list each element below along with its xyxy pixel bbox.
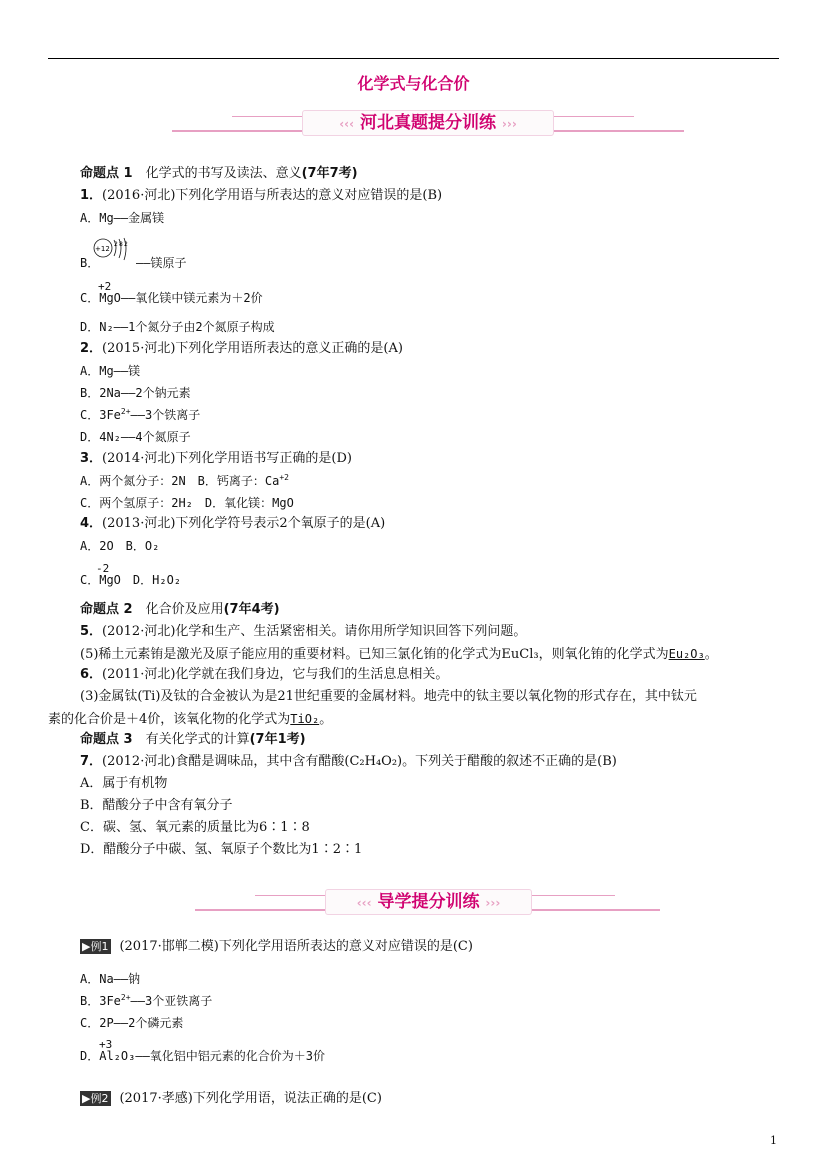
q7-option-a: A．属于有机物 xyxy=(80,776,168,791)
question-3: 3．(2014·河北)下列化学用语书写正确的是(D) xyxy=(80,451,352,466)
ex1-option-d-valence: +3 xyxy=(99,1038,113,1051)
q3-options-cd: C．两个氢原子：2H₂ D．氧化镁：MgO xyxy=(80,496,294,510)
question-5: 5．(2012·河北)化学和生产、生活紧密相关。请你用所学知识回答下列问题。 xyxy=(80,624,527,639)
ex1-option-a: A．Na——钠 xyxy=(80,972,141,986)
question-7: 7．(2012·河北)食醋是调味品，其中含有醋酸(C₂H₄O₂)。下列关于醋酸的叙述不正确的是(B) xyxy=(80,754,617,769)
q4-option-c-valence: -2 xyxy=(96,562,110,575)
banner-title: 河北真题提分训练 xyxy=(360,113,496,133)
q1-option-d: D．N₂——1个氮分子由2个氮原子构成 xyxy=(80,320,275,334)
svg-text:2: 2 xyxy=(114,241,118,248)
question-2: 2．(2015·河北)下列化学用语所表达的意义正确的是(A) xyxy=(80,341,403,356)
q2-option-d: D．4N₂——4个氮原子 xyxy=(80,430,191,444)
ex1-option-d: D．Al₂O₃——氧化铝中铝元素的化合价为＋3价 xyxy=(80,1049,326,1063)
q7-option-d: D．醋酸分子中碳、氢、氧原子个数比为1∶2∶1 xyxy=(80,842,363,857)
q6-sub-3: (3)金属钛(Ti)及钛的合金被认为是21世纪重要的金属材料。地壳中的钛主要以氧化物的形式存在，其中钛元 xyxy=(80,689,697,704)
chevron-right-icon: ››› xyxy=(501,117,517,131)
svg-text:2: 2 xyxy=(124,241,128,248)
ex1-option-c: C．2P——2个磷元素 xyxy=(80,1016,184,1030)
question-1: 1．(2016·河北)下列化学用语与所表达的意义对应错误的是(B) xyxy=(80,188,443,203)
svg-text:8: 8 xyxy=(119,241,123,248)
q1-option-c: C．MgO——氧化镁中镁元素为＋2价 xyxy=(80,291,263,305)
header-rule xyxy=(48,58,779,59)
chevron-left-icon: ‹‹‹ xyxy=(356,896,372,910)
q5-answer: Eu₂O₃ xyxy=(668,647,705,661)
q4-options-cd: C．MgO D．H₂O₂ xyxy=(80,573,182,587)
chevron-left-icon: ‹‹‹ xyxy=(339,117,355,131)
q2-option-a: A．Mg——镁 xyxy=(80,364,141,378)
example-tag: ▶例1 xyxy=(80,939,111,954)
example-tag: ▶例2 xyxy=(80,1091,111,1106)
q7-option-b: B．醋酸分子中含有氧分子 xyxy=(80,798,233,813)
magnesium-atom-diagram xyxy=(92,236,130,266)
q6-answer: TiO₂ xyxy=(290,712,320,726)
knowledge-point-2: 命题点 2 化合价及应用(7年4考) xyxy=(80,602,280,617)
example-2: ▶例2 (2017·孝感)下列化学用语，说法正确的是(C) xyxy=(82,1091,382,1106)
q1-option-a: A．Mg——金属镁 xyxy=(80,211,165,225)
page-title: 化学式与化合价 xyxy=(357,74,470,93)
q7-option-c: C．碳、氢、氧元素的质量比为6∶1∶8 xyxy=(80,820,310,835)
q1-option-b: B． xyxy=(80,256,100,270)
knowledge-point-1: 命题点 1 化学式的书写及读法、意义(7年7考) xyxy=(80,166,358,181)
ex1-option-b: B．$3Fe^{2+}——3$个亚铁离子 xyxy=(80,993,213,1008)
q1-option-b-text: ——镁原子 xyxy=(136,256,187,270)
q2-option-c: C．$3Fe^{2+}——3$个铁离子 xyxy=(80,407,201,422)
page-number: 1 xyxy=(770,1134,777,1147)
q1-option-c-valence: +2 xyxy=(98,280,112,293)
svg-text:+12: +12 xyxy=(95,245,110,253)
q3-options-ab: A．两个氮分子：2N B．钙离子：$Ca^{+2}$ xyxy=(80,473,289,488)
example-1: ▶例1 (2017·邯郸二模)下列化学用语所表达的意义对应错误的是(C) xyxy=(82,939,473,954)
q4-options-ab: A．2O B．O₂ xyxy=(80,539,160,553)
q2-option-b: B．2Na——2个钠元素 xyxy=(80,386,191,400)
banner-title: 导学提分训练 xyxy=(377,892,480,912)
section-banner-hebei xyxy=(172,110,684,134)
knowledge-point-3: 命题点 3 有关化学式的计算(7年1考) xyxy=(80,732,306,747)
q6-sub-3-cont: 素的化合价是＋4价，该氧化物的化学式为TiO₂。 xyxy=(48,712,333,727)
question-6: 6．(2011·河北)化学就在我们身边，它与我们的生活息息相关。 xyxy=(80,667,449,682)
question-4: 4．(2013·河北)下列化学符号表示2个氧原子的是(A) xyxy=(80,516,386,531)
chevron-right-icon: ››› xyxy=(485,896,501,910)
q5-sub-5: (5)稀土元素铕是激光及原子能应用的重要材料。已知三氯化铕的化学式为EuCl₃，则氧化铕的化学式为Eu₂O₃。 xyxy=(80,647,718,662)
